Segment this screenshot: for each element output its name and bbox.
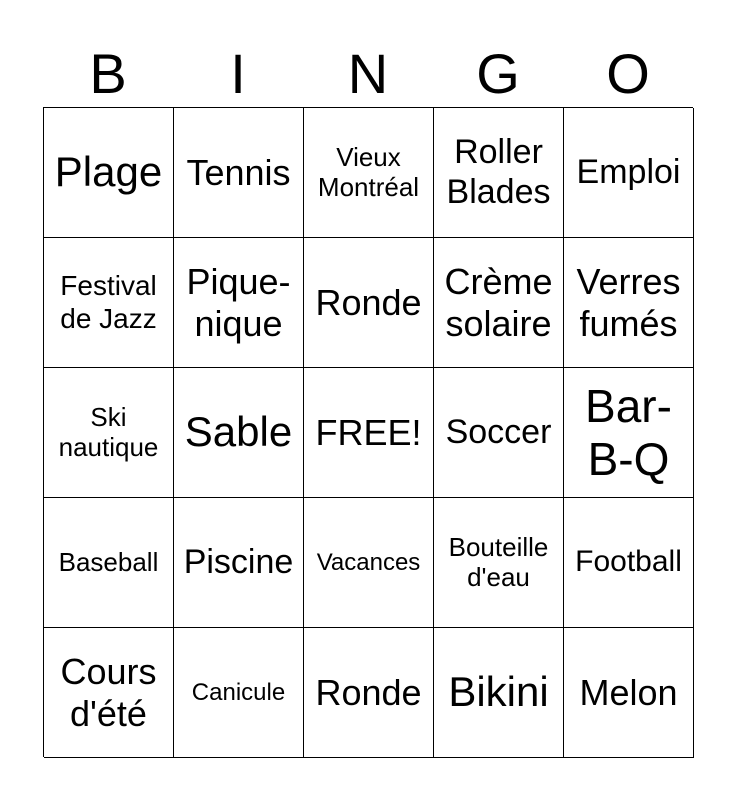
header-letter-b: B	[89, 42, 127, 105]
bingo-cell[interactable]	[564, 368, 694, 498]
bingo-cell[interactable]	[174, 628, 304, 758]
cell-text: Tennis	[186, 151, 291, 193]
cell-text: Cours d'été	[60, 651, 157, 734]
cell-text: Canicule	[191, 678, 286, 706]
bingo-cell[interactable]	[434, 238, 564, 368]
bingo-header	[43, 40, 693, 108]
bingo-cell[interactable]	[434, 498, 564, 628]
header-letter-o: O	[606, 42, 650, 105]
cell-text: Emploi	[576, 152, 681, 191]
cell-text: Ronde	[315, 281, 422, 323]
cell-text: Soccer	[445, 412, 552, 451]
bingo-cell[interactable]	[434, 108, 564, 238]
cell-text: Bikini	[448, 668, 549, 716]
cell-text: Melon	[579, 671, 678, 713]
cell-text: Football	[575, 545, 682, 579]
bingo-cell[interactable]	[564, 628, 694, 758]
cell-text: Vacances	[316, 548, 421, 576]
cell-text: Sable	[184, 408, 293, 456]
bingo-cell[interactable]	[304, 498, 434, 628]
bingo-cell[interactable]	[304, 628, 434, 758]
bingo-cell[interactable]	[44, 498, 174, 628]
bingo-cell[interactable]	[434, 628, 564, 758]
bingo-cell[interactable]	[174, 368, 304, 498]
bingo-cell[interactable]	[174, 238, 304, 368]
bingo-cell[interactable]	[174, 108, 304, 238]
bingo-cell[interactable]	[174, 498, 304, 628]
cell-text: Pique- nique	[186, 261, 291, 344]
bingo-grid	[43, 107, 693, 757]
bingo-cell[interactable]	[44, 108, 174, 238]
header-letter-n: N	[347, 42, 389, 105]
cell-text: Ski nautique	[58, 401, 159, 462]
bingo-cell[interactable]	[44, 238, 174, 368]
cell-text: Bar- B-Q	[585, 379, 672, 485]
cell-text: Plage	[54, 148, 163, 196]
cell-text: FREE!	[315, 411, 422, 453]
header-letter-i: I	[230, 42, 246, 105]
header-letter-g: G	[476, 42, 520, 105]
cell-text: Vieux Montréal	[317, 141, 420, 202]
bingo-cell[interactable]	[434, 368, 564, 498]
bingo-cell[interactable]	[564, 108, 694, 238]
bingo-cell[interactable]	[564, 498, 694, 628]
bingo-cell[interactable]	[564, 238, 694, 368]
cell-text: Baseball	[58, 546, 159, 577]
bingo-cell[interactable]	[304, 108, 434, 238]
bingo-cell free-space[interactable]	[304, 368, 434, 498]
cell-text: Crème solaire	[444, 261, 553, 344]
bingo-cell[interactable]	[304, 238, 434, 368]
bingo-cell[interactable]	[44, 368, 174, 498]
cell-text: Roller Blades	[446, 133, 551, 211]
cell-text: Piscine	[183, 542, 294, 581]
cell-text: Verres fumés	[576, 261, 681, 344]
bingo-cell[interactable]	[44, 628, 174, 758]
cell-text: Festival de Jazz	[60, 270, 157, 334]
cell-text: Bouteille d'eau	[448, 531, 549, 592]
cell-text: Ronde	[315, 671, 422, 713]
